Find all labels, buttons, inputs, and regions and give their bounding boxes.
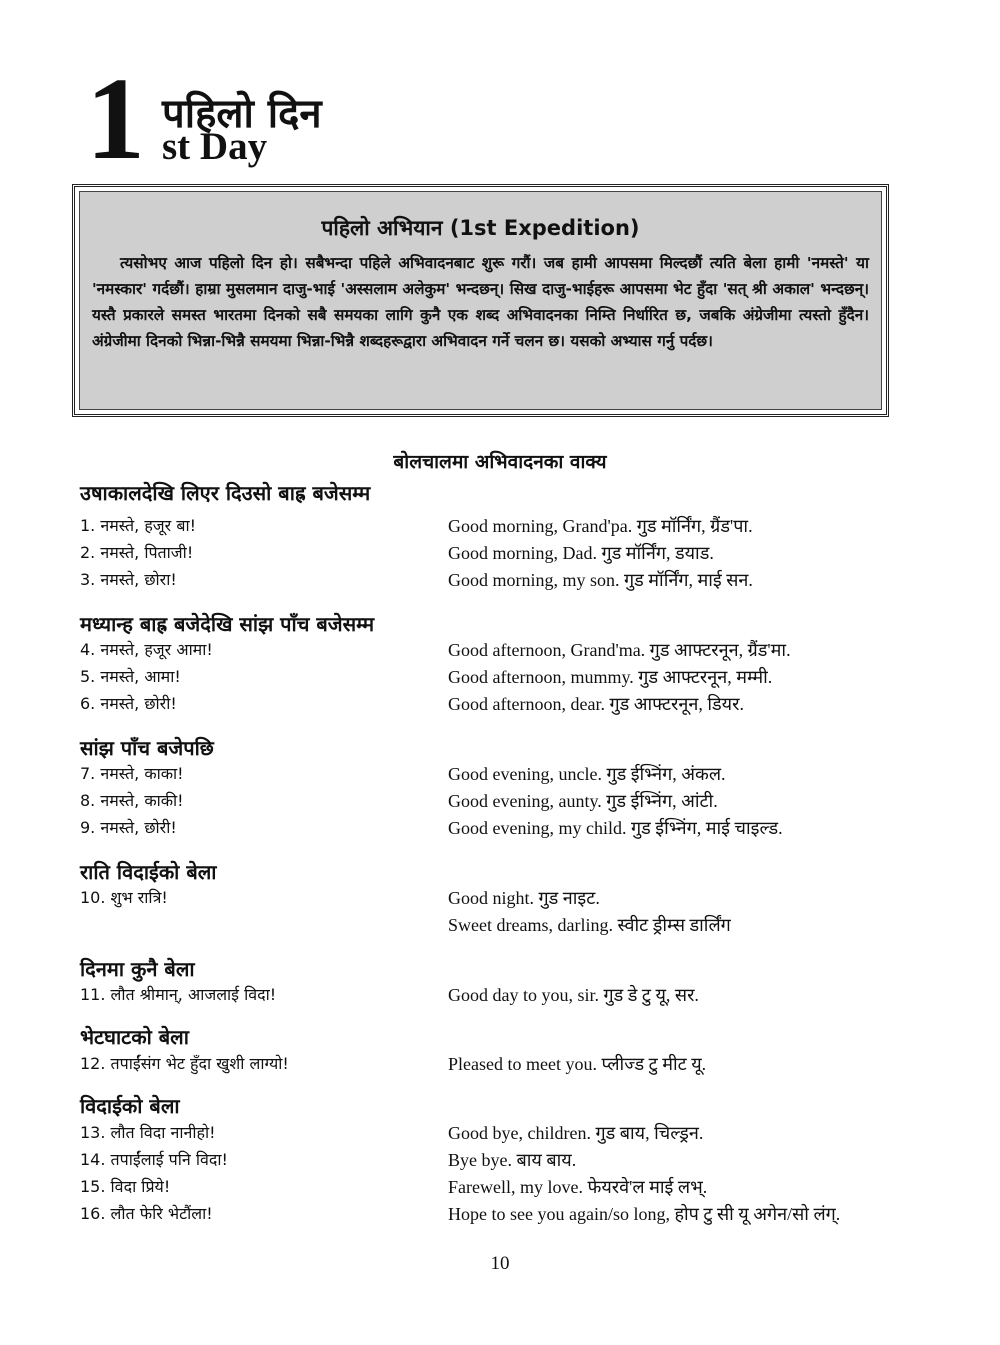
- phrase-nepali: 3. नमस्ते, छोरा!: [80, 570, 177, 589]
- phrase-nepali: 4. नमस्ते, हजूर आमा!: [80, 640, 213, 659]
- phrase-english: Good afternoon, mummy. गुड आफ्टरनून, मम्मी.: [448, 667, 773, 687]
- expedition-title-nepali: पहिलो अभियान: [321, 216, 443, 240]
- list-item: [0, 541, 1000, 567]
- phrase-english: Good afternoon, dear. गुड आफ्टरनून, डियर.: [448, 694, 744, 714]
- expedition-panel: [79, 191, 882, 410]
- list-item: [0, 789, 1000, 815]
- phrase-english: Sweet dreams, darling. स्वीट ड्रीम्स डार्लिंग: [448, 915, 731, 935]
- list-item: [0, 692, 1000, 718]
- expedition-title-english: (1st Expedition): [449, 216, 640, 240]
- group-heading: दिनमा कुनै बेला: [80, 957, 195, 981]
- phrase-nepali: 6. नमस्ते, छोरी!: [80, 694, 177, 713]
- phrase-nepali: 9. नमस्ते, छोरी!: [80, 818, 177, 837]
- phrase-nepali: 7. नमस्ते, काका!: [80, 764, 184, 783]
- list-item: [0, 816, 1000, 842]
- chapter-title-english: st Day: [162, 125, 268, 168]
- phrase-english: Good day to you, sir. गुड डे टु यू, सर.: [448, 985, 699, 1005]
- phrase-nepali: 10. शुभ रात्रि!: [80, 888, 168, 907]
- page-number: 10: [490, 1253, 510, 1274]
- group-heading: सांझ पाँच बजेपछि: [80, 736, 214, 760]
- list-item: [0, 1052, 1000, 1078]
- phrase-english: Bye bye. बाय बाय.: [448, 1150, 577, 1170]
- expedition-box: [72, 184, 889, 417]
- list-item: [0, 1121, 1000, 1147]
- phrase-nepali: 13. लौत विदा नानीहो!: [80, 1123, 216, 1142]
- phrase-english: Good morning, Grand'pa. गुड मॉर्निंग, ग्रैंड'पा.: [448, 516, 753, 536]
- phrase-english: Pleased to meet you. प्लीज्ड टु मीट यू.: [448, 1054, 707, 1074]
- phrase-english: Good morning, Dad. गुड मॉर्निंग, डयाड.: [448, 543, 714, 563]
- phrase-nepali: 14. तपाईंलाई पनि विदा!: [80, 1150, 228, 1169]
- list-item: [0, 983, 1000, 1009]
- phrase-english: Good evening, my child. गुड ईभ्निंग, माई चाइल्ड.: [448, 818, 783, 838]
- phrase-english: Good bye, children. गुड बाय, चिल्ड्रन.: [448, 1123, 704, 1143]
- section-title: बोलचालमा अभिवादनका वाक्य: [393, 451, 607, 473]
- phrase-english: Farewell, my love. फेयरवे'ल माई लभ्.: [448, 1177, 708, 1197]
- expedition-paragraph: त्यसोभए आज पहिलो दिन हो। सबैभन्दा पहिले अभिवादनबाट शुरू गरौं। जब हामी आपसमा मिल्दछौं त्यति बेला हामी 'नमस्ते' या 'नमस्कार' गर्दछौं। हाम्रा मुसलमान दाजु-भाई 'अस्सलाम अलेकुम' भन्दछन्। सिख दाजु-भाईहरू आपसमा भेट हुँदा 'सत् श्री अकाल' भन्दछन्। यस्तै प्रकारले समस्त भारतमा दिनको सबै समयका लागि कुनै एक शब्द अभिवादनका निम्ति निर्धारित छ, जबकि अंग्रेजीमा त्यस्तो हुँदैन। अंग्रेजीमा दिनको भिन्ना-भिन्नै समयमा भिन्ना-भिन्नै शब्दहरूद्वारा अभिवादन गर्ने चलन छ। यसको अभ्यास गर्नु पर्दछ।: [92, 254, 869, 350]
- phrase-english: Good afternoon, Grand'ma. गुड आफ्टरनून, ग्रैंड'मा.: [448, 640, 791, 660]
- phrase-nepali: 1. नमस्ते, हजूर बा!: [80, 516, 197, 535]
- phrase-english: Good morning, my son. गुड मॉर्निंग, माई सन.: [448, 570, 753, 590]
- group-heading: उषाकालदेखि लिएर दिउसो बाह्र बजेसम्म: [80, 481, 371, 505]
- list-item: [0, 1175, 1000, 1201]
- group-heading: विदाईको बेला: [80, 1094, 180, 1118]
- chapter-title-nepali: पहिलो दिन: [162, 91, 322, 137]
- list-item: [0, 1202, 1000, 1228]
- group-heading: भेटघाटको बेला: [80, 1025, 189, 1049]
- phrase-nepali: 11. लौत श्रीमान्, आजलाई विदा!: [80, 985, 277, 1004]
- phrase-nepali: 5. नमस्ते, आमा!: [80, 667, 181, 686]
- expedition-title: [92, 214, 869, 242]
- phrase-english: Good night. गुड नाइट.: [448, 888, 600, 908]
- list-item: [0, 913, 1000, 939]
- list-item: [0, 665, 1000, 691]
- phrase-nepali: 16. लौत फेरि भेटौंला!: [80, 1204, 213, 1223]
- phrase-english: Hope to see you again/so long, होप टु सी यू अगेन/सो लंग्.: [448, 1204, 841, 1224]
- chapter-number: 1: [86, 53, 145, 184]
- phrase-nepali: 15. विदा प्रिये!: [80, 1177, 171, 1196]
- phrase-english: Good evening, uncle. गुड ईभ्निंग, अंकल.: [448, 764, 726, 784]
- phrase-nepali: 2. नमस्ते, पिताजी!: [80, 543, 194, 562]
- list-item: [0, 1148, 1000, 1174]
- list-item: [0, 568, 1000, 594]
- list-item: [0, 638, 1000, 664]
- list-item: [0, 514, 1000, 540]
- list-item: [0, 762, 1000, 788]
- group-heading: राति विदाईको बेला: [80, 860, 217, 884]
- list-item: [0, 886, 1000, 912]
- phrase-nepali: 12. तपाईंसंग भेट हुँदा खुशी लाग्यो!: [80, 1054, 289, 1073]
- group-heading: मध्यान्ह बाह्र बजेदेखि सांझ पाँच बजेसम्म: [80, 612, 375, 636]
- phrase-nepali: 8. नमस्ते, काकी!: [80, 791, 184, 810]
- phrase-english: Good evening, aunty. गुड ईभ्निंग, आंटी.: [448, 791, 718, 811]
